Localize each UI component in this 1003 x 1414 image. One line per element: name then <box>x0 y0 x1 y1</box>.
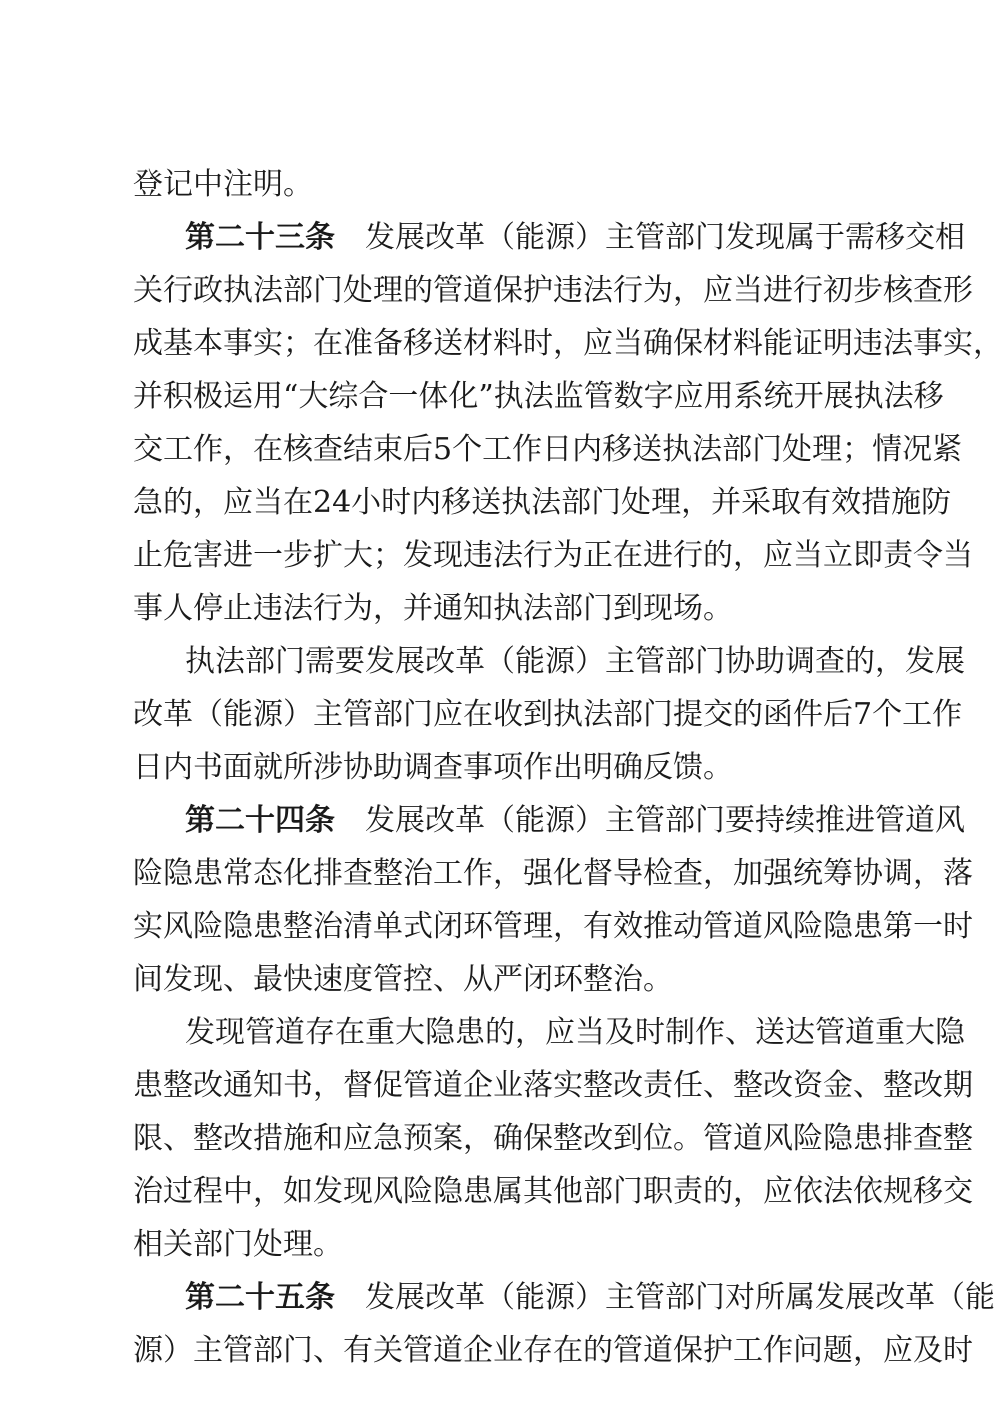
text-line: 限、整改措施和应急预案，确保整改到位。管道风险隐患排查整 <box>133 1121 973 1156</box>
text-line: 交工作，在核查结束后5个工作日内移送执法部门处理；情况紧 <box>133 432 963 467</box>
article-number: 第二十四条 <box>185 803 335 838</box>
text-line: 急的，应当在24小时内移送执法部门处理，并采取有效措施防 <box>133 485 952 520</box>
article-24-heading-line <box>133 794 965 848</box>
text-line: 险隐患常态化排查整治工作，强化督导检查，加强统筹协调，落 <box>133 856 973 891</box>
text-line: 关行政执法部门处理的管道保护违法行为，应当进行初步核查形 <box>133 273 973 308</box>
text-line: 源）主管部门、有关管道企业存在的管道保护工作问题，应及时 <box>133 1333 973 1368</box>
article-number: 第二十三条 <box>185 220 335 255</box>
text-line: 改革（能源）主管部门应在收到执法部门提交的函件后7个工作 <box>133 697 963 732</box>
text-line: 治过程中，如发现风险隐患属其他部门职责的，应依法依规移交 <box>133 1174 973 1209</box>
text-line: 相关部门处理。 <box>133 1227 343 1262</box>
text-line: 发展改革（能源）主管部门对所属发展改革（能 <box>365 1280 995 1315</box>
text-line: 实风险隐患整治清单式闭环管理，有效推动管道风险隐患第一时 <box>133 909 973 944</box>
text-line: 日内书面就所涉协助调查事项作出明确反馈。 <box>133 750 733 785</box>
article-25-heading-line <box>133 1271 995 1325</box>
text-line: 发展改革（能源）主管部门发现属于需移交相 <box>365 220 965 255</box>
text-line: 止危害进一步扩大；发现违法行为正在进行的，应当立即责令当 <box>133 538 973 573</box>
text-line: 登记中注明。 <box>133 167 313 202</box>
text-line: 执法部门需要发展改革（能源）主管部门协助调查的，发展 <box>185 644 965 679</box>
article-number: 第二十五条 <box>185 1280 335 1315</box>
text-line: 发现管道存在重大隐患的，应当及时制作、送达管道重大隐 <box>185 1015 965 1050</box>
text-line: 患整改通知书，督促管道企业落实整改责任、整改资金、整改期 <box>133 1068 973 1103</box>
text-line: 并积极运用“大综合一体化”执法监管数字应用系统开展执法移 <box>133 379 944 414</box>
article-23-heading-line <box>133 211 965 265</box>
text-line: 间发现、最快速度管控、从严闭环整治。 <box>133 962 673 997</box>
text-line: 成基本事实；在准备移送材料时，应当确保材料能证明违法事实， <box>133 326 1003 361</box>
text-line: 发展改革（能源）主管部门要持续推进管道风 <box>365 803 965 838</box>
text-line: 事人停止违法行为，并通知执法部门到现场。 <box>133 591 733 626</box>
